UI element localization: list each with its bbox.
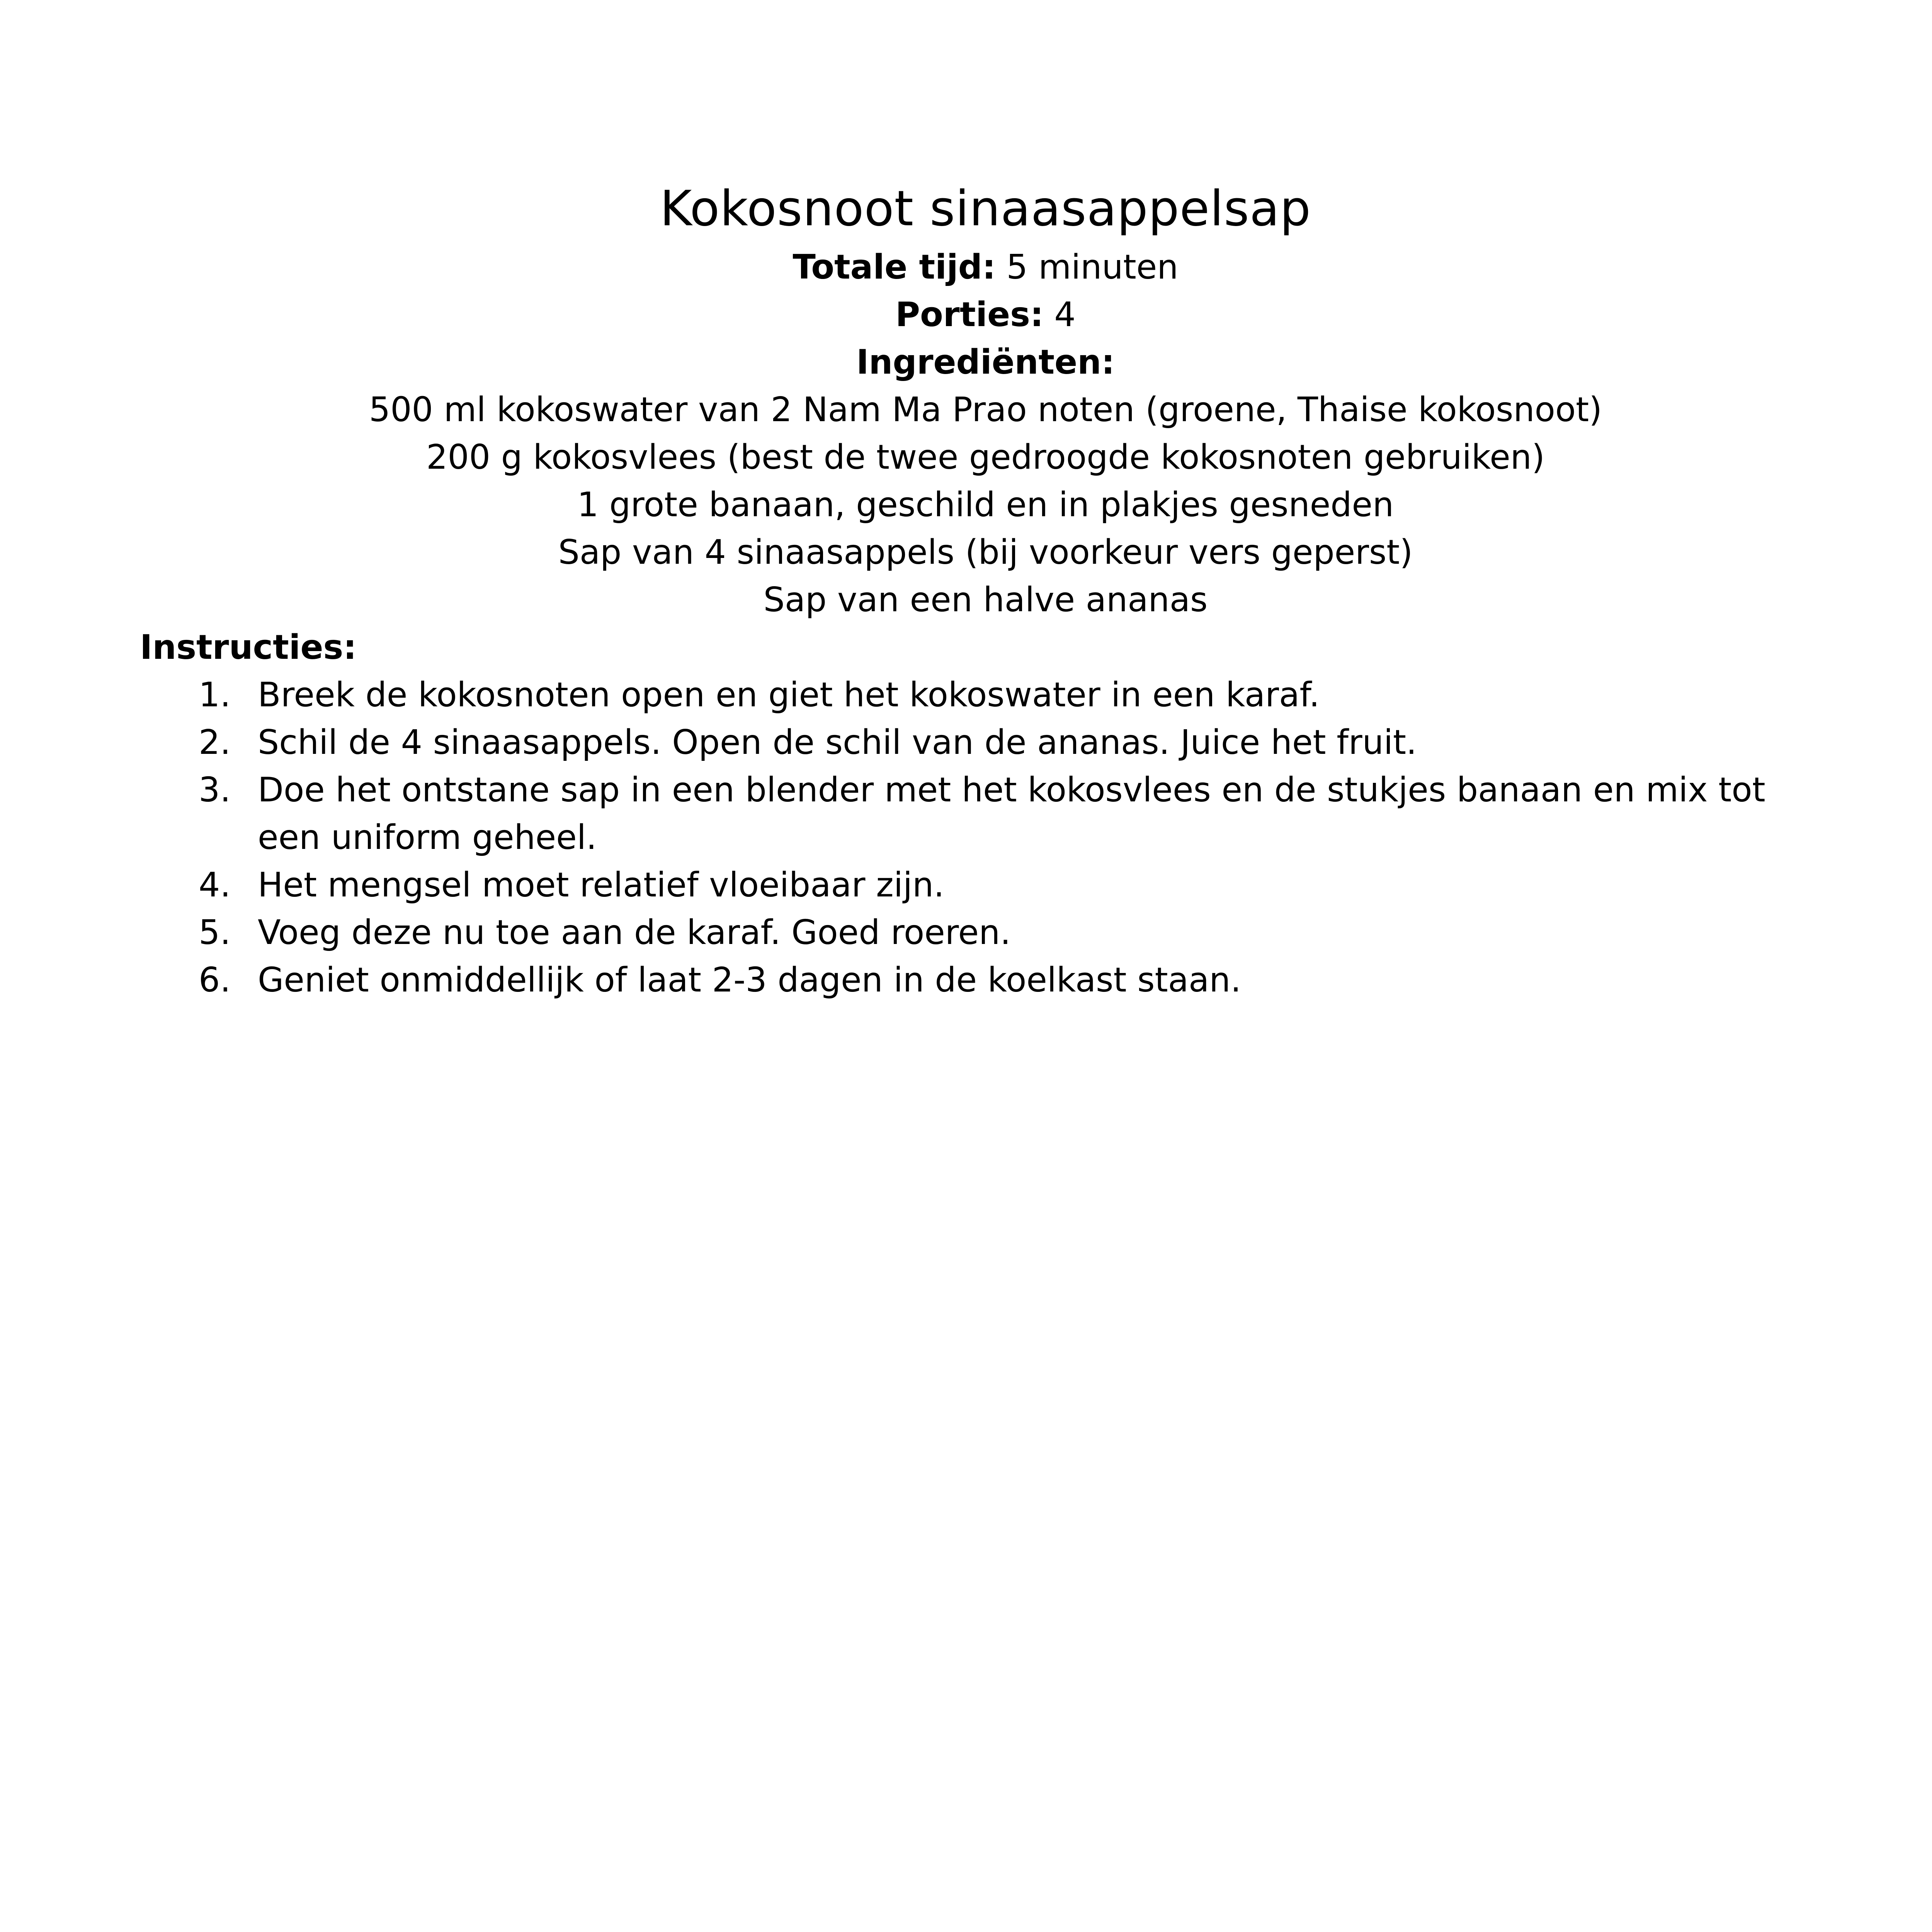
step-text: Het mengsel moet relatief vloeibaar zijn. bbox=[258, 865, 944, 905]
instruction-step bbox=[140, 766, 1801, 861]
ingredient-item: Sap van een halve ananas bbox=[763, 580, 1208, 619]
ingredient-item: 1 grote banaan, geschild en in plakjes gesneden bbox=[577, 485, 1394, 524]
step-number: 2. bbox=[198, 723, 231, 762]
total-time-value: 5 minuten bbox=[995, 247, 1179, 287]
recipe-title: Kokosnoot sinaasappelsap bbox=[660, 180, 1311, 237]
ingredient-item: 500 ml kokoswater van 2 Nam Ma Prao noten (groene, Thaise kokosnoot) bbox=[369, 390, 1602, 429]
portions-line bbox=[0, 291, 1932, 338]
instructions-list bbox=[140, 671, 1801, 1004]
step-text: Voeg deze nu toe aan de karaf. Goed roeren. bbox=[258, 913, 1011, 952]
step-number: 6. bbox=[198, 960, 231, 1000]
instruction-step bbox=[140, 956, 1801, 1004]
total-time-label: Totale tijd: bbox=[793, 247, 996, 287]
instruction-step bbox=[140, 671, 1801, 719]
step-number: 4. bbox=[198, 865, 231, 905]
portions-label: Porties: bbox=[895, 295, 1044, 334]
total-time-line bbox=[0, 243, 1932, 291]
step-text: Schil de 4 sinaasappels. Open de schil van de ananas. Juice het fruit. bbox=[258, 723, 1417, 762]
instruction-step bbox=[140, 861, 1801, 909]
ingredient-item: Sap van 4 sinaasappels (bij voorkeur vers geperst) bbox=[558, 532, 1413, 572]
ingredient-item: 200 g kokosvlees (best de twee gedroogde kokosnoten gebruiken) bbox=[426, 437, 1545, 477]
portions-value: 4 bbox=[1043, 295, 1076, 334]
step-number: 5. bbox=[198, 913, 231, 952]
step-text: Geniet onmiddellijk of laat 2-3 dagen in de koelkast staan. bbox=[258, 960, 1242, 1000]
step-text: Doe het ontstane sap in een blender met het kokosvlees en de stukjes banaan en mix tot een uniform geheel. bbox=[258, 770, 1765, 857]
instruction-step bbox=[140, 909, 1801, 956]
instructions-heading: Instructies: bbox=[140, 628, 357, 667]
step-number: 1. bbox=[198, 675, 231, 714]
step-text: Breek de kokosnoten open en giet het kokoswater in een karaf. bbox=[258, 675, 1320, 714]
ingredients-heading: Ingrediënten: bbox=[856, 342, 1115, 382]
instruction-step bbox=[140, 719, 1801, 766]
ingredients-list bbox=[0, 386, 1932, 624]
step-number: 3. bbox=[198, 770, 231, 810]
